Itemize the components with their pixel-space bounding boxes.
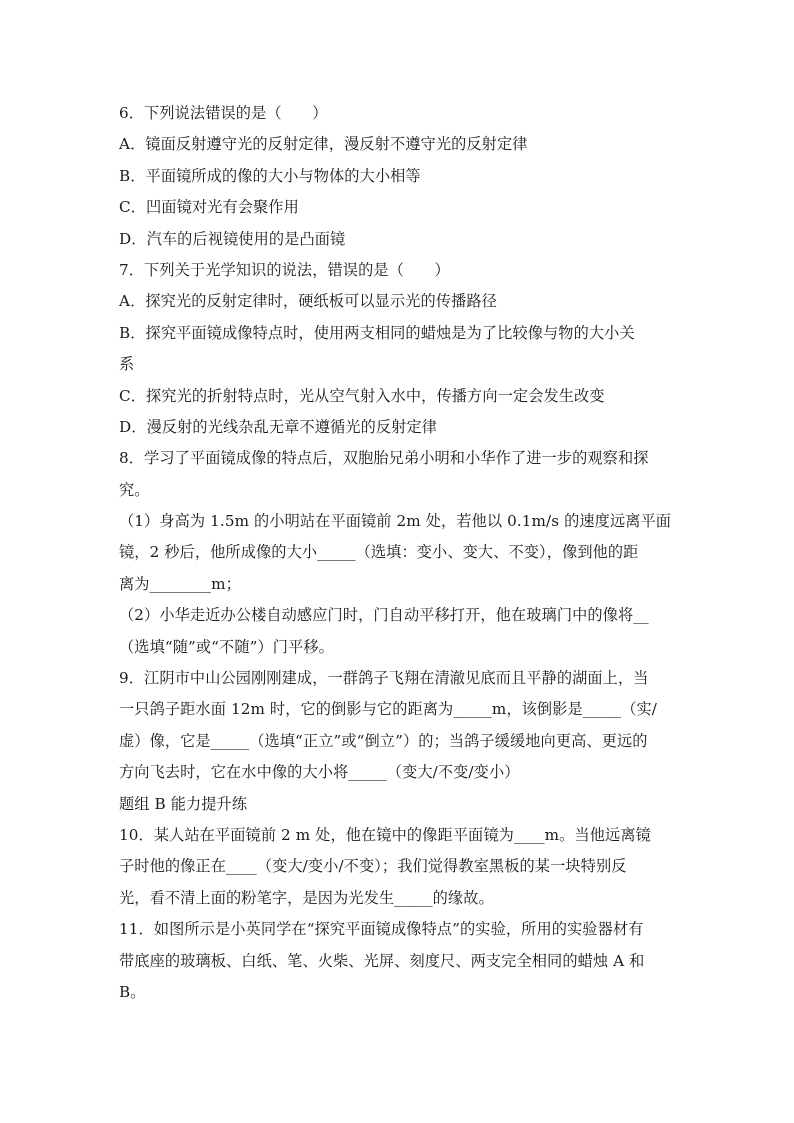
question-9-stem: 9．江阴市中山公园刚刚建成，一群鸽子飞翔在清澈见底而且平静的湖面上，当 bbox=[119, 669, 649, 688]
question-8-part-2-cont: （选填“随”或“不随”）门平移。 bbox=[119, 637, 334, 656]
question-7-option-a: A．探究光的反射定律时，硬纸板可以显示光的传播路径 bbox=[119, 292, 497, 311]
question-10-stem-cont2: 光，看不清上面的粉笔字，是因为光发生_____的缘故。 bbox=[119, 888, 494, 907]
question-7-option-b-cont: 系 bbox=[119, 355, 135, 374]
question-9-stem-cont: 一只鸽子距水面 12m 时，它的倒影与它的距离为_____m，该倒影是_____（实/ bbox=[119, 700, 658, 719]
question-7-stem: 7．下列关于光学知识的说法，错误的是（ ） bbox=[119, 260, 450, 279]
section-heading-group-b: 题组 B 能力提升练 bbox=[119, 794, 248, 813]
question-9-stem-cont2: 虚）像，它是_____（选填“正立”或“倒立”）的；当鸽子缓缓地向更高、更远的 bbox=[119, 731, 648, 750]
question-11-stem-cont2: B。 bbox=[119, 982, 146, 1001]
question-6-option-d: D．汽车的后视镜使用的是凸面镜 bbox=[119, 229, 346, 248]
question-7-option-d: D．漫反射的光线杂乱无章不遵循光的反射定律 bbox=[119, 417, 438, 436]
question-9-stem-cont3: 方向飞去时，它在水中像的大小将_____（变大/不变/变小） bbox=[119, 763, 520, 782]
document-body bbox=[119, 98, 679, 1008]
question-8-part-1-cont: 镜，2 秒后，他所成像的大小_____（选填：变小、变大、不变），像到他的距 bbox=[119, 543, 639, 562]
question-7-option-c: C．探究光的折射特点时，光从空气射入水中，传播方向一定会发生改变 bbox=[119, 386, 605, 405]
question-8-part-1-cont2: 离为________m； bbox=[119, 574, 241, 593]
question-11-stem-cont: 带底座的玻璃板、白纸、笔、火柴、光屏、刻度尺、两支完全相同的蜡烛 A 和 bbox=[119, 951, 645, 970]
question-8-stem: 8．学习了平面镜成像的特点后，双胞胎兄弟小明和小华作了进一步的观察和探 bbox=[119, 449, 649, 468]
question-6-option-c: C．凹面镜对光有会聚作用 bbox=[119, 198, 299, 217]
question-6-option-b: B．平面镜所成的像的大小与物体的大小相等 bbox=[119, 166, 421, 185]
question-6-stem: 6．下列说法错误的是（ ） bbox=[119, 104, 328, 122]
question-8-part-1: （1）身高为 1.5m 的小明站在平面镜前 2m 处，若他以 0.1m/s 的速度远离平面 bbox=[119, 512, 672, 531]
question-8-stem-cont: 究。 bbox=[119, 480, 150, 499]
question-7-option-b: B．探究平面镜成像特点时，使用两支相同的蜡烛是为了比较像与物的大小关 bbox=[119, 323, 635, 342]
question-6-option-a: A．镜面反射遵守光的反射定律，漫反射不遵守光的反射定律 bbox=[119, 135, 528, 154]
question-10-stem: 10．某人站在平面镜前 2 m 处，他在镜中的像距平面镜为____m。当他远离镜 bbox=[119, 825, 651, 844]
question-11-stem: 11．如图所示是小英同学在“探究平面镜成像特点”的实验，所用的实验器材有 bbox=[119, 920, 644, 939]
question-8-part-2: （2）小华走近办公楼自动感应门时，门自动平移打开，他在玻璃门中的像将__ bbox=[119, 606, 649, 625]
question-10-stem-cont: 子时他的像正在____（变大/变小/不变）；我们觉得教室黑板的某一块特别反 bbox=[119, 857, 627, 876]
